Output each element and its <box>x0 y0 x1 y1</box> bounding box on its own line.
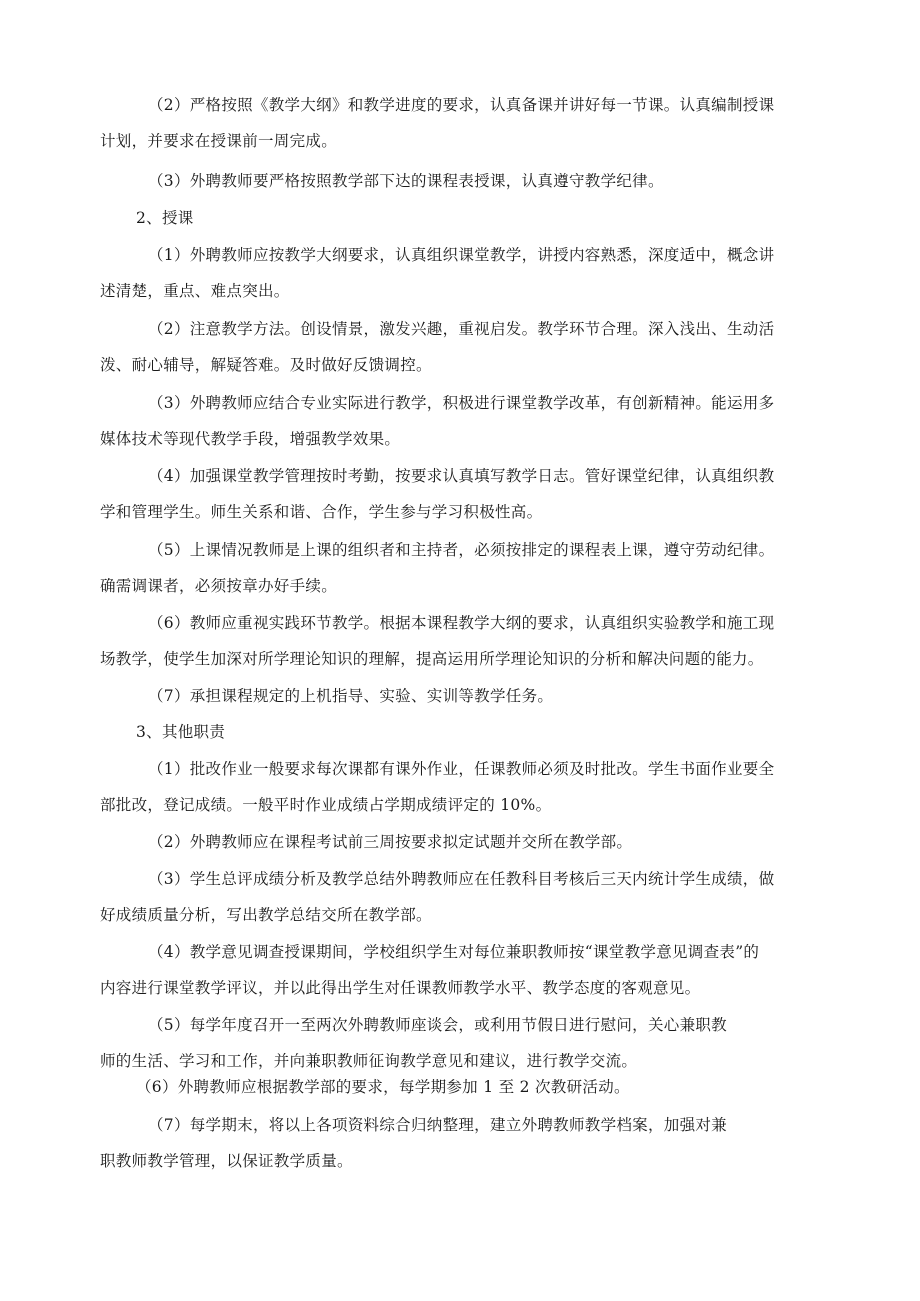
text-line: 部批改，登记成绩。一般平时作业成绩占学期成绩评定的 10%。 <box>100 796 552 814</box>
text-line: 职教师教学管理，以保证教学质量。 <box>100 1152 353 1170</box>
text-line: 内容进行课堂教学评议，并以此得出学生对任课教师教学水平、教学态度的客观意见。 <box>100 979 701 997</box>
text-line: （2）严格按照《教学大纲》和教学进度的要求，认真备课并讲好每一节课。认真编制授课 <box>148 96 775 114</box>
text-line: （2）外聘教师应在课程考试前三周按要求拟定试题并交所在教学部。 <box>148 833 633 851</box>
text-line: 场教学，使学生加深对所学理论知识的理解，提高运用所学理论知识的分析和解决问题的能力。 <box>100 650 764 668</box>
text-line: （7）承担课程规定的上机指导、实验、实训等教学任务。 <box>148 687 554 705</box>
text-line: （4）加强课堂教学管理按时考勤，按要求认真填写教学日志。管好课堂纪律，认真组织教 <box>148 467 775 485</box>
text-line: 媒体技术等现代教学手段，增强教学效果。 <box>100 430 401 448</box>
text-line: 确需调课者，必须按章办好手续。 <box>100 577 338 595</box>
text-line: 师的生活、学习和工作，并向兼职教师征询教学意见和建议，进行教学交流。 <box>100 1052 638 1070</box>
text-line: （5）上课情况教师是上课的组织者和主持者，必须按排定的课程表上课，遵守劳动纪律。 <box>148 541 775 559</box>
text-line: 泼、耐心辅导，解疑答难。及时做好反馈调控。 <box>100 356 432 374</box>
text-line: （1）外聘教师应按教学大纲要求，认真组织课堂教学，讲授内容熟悉，深度适中，概念讲 <box>148 246 775 264</box>
text-line: （3）学生总评成绩分析及教学总结外聘教师应在任教科目考核后三天内统计学生成绩，做 <box>148 870 775 888</box>
text-line: （4）教学意见调查授课期间，学校组织学生对每位兼职教师按“课堂教学意见调查表”的 <box>148 943 760 961</box>
section-heading: 2、授课 <box>136 209 194 227</box>
text-line: （5）每学年度召开一至两次外聘教师座谈会，或利用节假日进行慰问，关心兼职教 <box>148 1016 727 1034</box>
text-line: 计划，并要求在授课前一周完成。 <box>100 132 338 150</box>
text-line: （3）外聘教师要严格按照教学部下达的课程表授课，认真遵守教学纪律。 <box>148 172 664 190</box>
text-line: （1）批改作业一般要求每次课都有课外作业，任课教师必须及时批改。学生书面作业要全 <box>148 760 775 778</box>
text-line: （7）每学期末，将以上各项资料综合归纳整理，建立外聘教师教学档案，加强对兼 <box>148 1116 727 1134</box>
text-line: （6）外聘教师应根据教学部的要求，每学期参加 1 至 2 次教研活动。 <box>136 1078 630 1096</box>
section-heading: 3、其他职责 <box>136 723 226 741</box>
text-line: （3）外聘教师应结合专业实际进行教学，积极进行课堂教学改革，有创新精神。能运用多 <box>148 394 775 412</box>
text-line: 学和管理学生。师生关系和谐、合作，学生参与学习积极性高。 <box>100 503 543 521</box>
text-line: （6）教师应重视实践环节教学。根据本课程教学大纲的要求，认真组织实验教学和施工现 <box>148 614 775 632</box>
text-line: 述清楚，重点、难点突出。 <box>100 282 290 300</box>
text-line: 好成绩质量分析，写出教学总结交所在教学部。 <box>100 906 432 924</box>
text-line: （2）注意教学方法。创设情景，激发兴趣，重视启发。教学环节合理。深入浅出、生动活 <box>148 320 775 338</box>
